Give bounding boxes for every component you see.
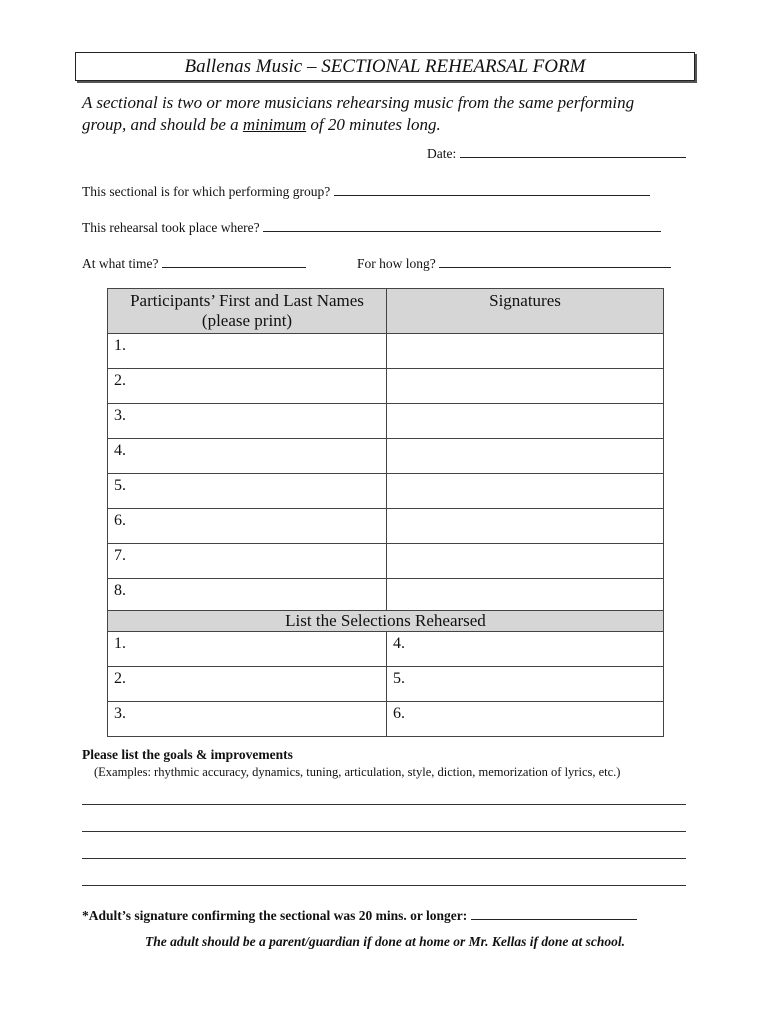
table-row	[108, 579, 664, 614]
participant-signature-cell[interactable]	[387, 369, 664, 404]
participant-signature-cell[interactable]	[387, 474, 664, 509]
participants-table	[107, 288, 664, 614]
goals-line[interactable]	[82, 858, 686, 859]
participant-signature-cell[interactable]	[387, 509, 664, 544]
goals-line[interactable]	[82, 831, 686, 832]
selections-header: List the Selections Rehearsed	[108, 611, 664, 632]
participant-name-cell[interactable]: 5.	[108, 474, 387, 509]
intro-emphasis: minimum	[242, 115, 307, 134]
place-field[interactable]	[82, 219, 661, 236]
intro-part2: of 20 minutes long.	[306, 115, 441, 134]
table-row	[108, 404, 664, 439]
participant-signature-cell[interactable]	[387, 334, 664, 369]
group-field[interactable]	[82, 183, 650, 200]
table-row	[108, 334, 664, 369]
table-row	[108, 439, 664, 474]
name-header-line2: (please print)	[201, 311, 293, 330]
participant-name-cell[interactable]: 6.	[108, 509, 387, 544]
participants-name-header	[108, 289, 387, 334]
participant-name-cell[interactable]: 3.	[108, 404, 387, 439]
selection-cell[interactable]: 5.	[387, 667, 664, 702]
group-blank[interactable]	[334, 183, 650, 196]
selection-cell[interactable]: 2.	[108, 667, 387, 702]
table-row	[108, 632, 664, 667]
table-row	[108, 667, 664, 702]
goals-line[interactable]	[82, 804, 686, 805]
name-header-line1: Participants’ First and Last Names	[130, 291, 364, 310]
goals-line[interactable]	[82, 885, 686, 886]
place-blank[interactable]	[263, 219, 661, 232]
participant-signature-cell[interactable]	[387, 579, 664, 614]
time-field[interactable]	[82, 255, 306, 272]
table-row	[108, 702, 664, 737]
duration-field[interactable]	[357, 255, 671, 272]
participant-name-cell[interactable]: 7.	[108, 544, 387, 579]
duration-blank[interactable]	[439, 255, 671, 268]
form-title: Ballenas Music – SECTIONAL REHEARSAL FORM	[75, 52, 695, 81]
date-field[interactable]	[427, 145, 686, 162]
time-blank[interactable]	[162, 255, 306, 268]
participant-signature-cell[interactable]	[387, 404, 664, 439]
goals-title: Please list the goals & improvements	[82, 747, 293, 762]
selection-cell[interactable]: 1.	[108, 632, 387, 667]
selection-cell[interactable]: 4.	[387, 632, 664, 667]
participants-signature-header: Signatures	[387, 289, 664, 334]
adult-note: The adult should be a parent/guardian if done at home or Mr. Kellas if done at school.	[144, 934, 626, 949]
group-label: This sectional is for which performing group?	[82, 184, 331, 199]
participant-signature-cell[interactable]	[387, 544, 664, 579]
intro-part1: A sectional is two or more musicians rehearsing music from the same performing group, and should be a	[82, 93, 635, 134]
selections-table	[107, 610, 664, 737]
date-blank[interactable]	[460, 145, 686, 158]
adult-signature-label: *Adult’s signature confirming the sectional was 20 mins. or longer:	[82, 908, 468, 923]
table-row	[108, 544, 664, 579]
table-row	[108, 369, 664, 404]
selection-cell[interactable]: 6.	[387, 702, 664, 737]
adult-signature-blank[interactable]	[471, 907, 637, 920]
participant-name-cell[interactable]: 8.	[108, 579, 387, 614]
table-row	[108, 474, 664, 509]
duration-label: For how long?	[357, 256, 436, 271]
table-row	[108, 509, 664, 544]
participant-name-cell[interactable]: 1.	[108, 334, 387, 369]
time-label: At what time?	[82, 256, 159, 271]
participant-name-cell[interactable]: 2.	[108, 369, 387, 404]
adult-signature-field[interactable]	[82, 907, 637, 924]
goals-examples: (Examples: rhythmic accuracy, dynamics, tuning, articulation, style, diction, memorization of lyrics, etc.)	[94, 765, 621, 779]
participant-signature-cell[interactable]	[387, 439, 664, 474]
participant-name-cell[interactable]: 4.	[108, 439, 387, 474]
place-label: This rehearsal took place where?	[82, 220, 260, 235]
date-label: Date:	[427, 146, 457, 161]
intro-text	[82, 92, 682, 136]
selection-cell[interactable]: 3.	[108, 702, 387, 737]
